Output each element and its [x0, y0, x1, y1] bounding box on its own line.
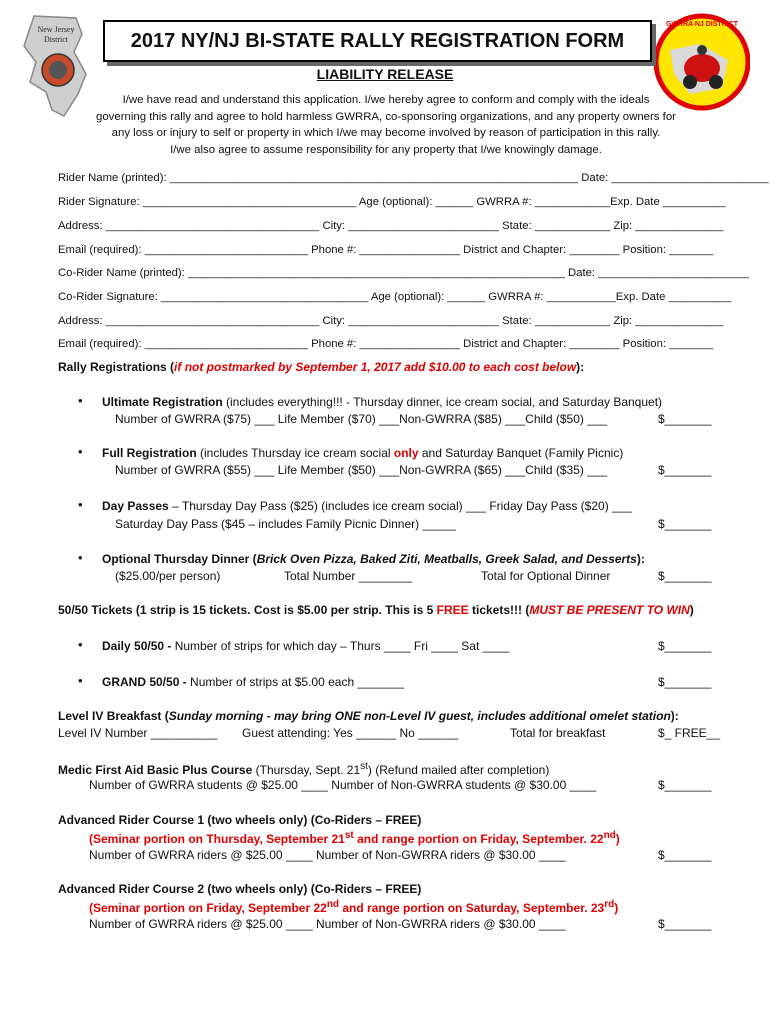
full-only: only	[393, 446, 419, 460]
medic-sup: st	[360, 761, 368, 772]
level-iv-number[interactable]: Level IV Number __________	[58, 726, 218, 740]
bullet-icon: •	[78, 550, 83, 565]
arc2-schedule	[89, 899, 618, 915]
fifty-heading-close: )	[689, 603, 694, 617]
rally-heading	[58, 360, 584, 374]
medic-date: (Thursday, Sept. 21	[252, 763, 361, 777]
left-logo-line2: District	[44, 35, 68, 44]
daily-fifty[interactable]	[102, 639, 509, 653]
bullet-icon: •	[78, 673, 83, 688]
bullet-icon: •	[78, 444, 83, 459]
arc1-sup2: nd	[603, 830, 616, 841]
day-passes	[102, 499, 632, 513]
ultimate-label: Ultimate Registration	[102, 395, 223, 409]
corider-address-row[interactable]: Address: __________________________________ City: ________________________ State: ____________ Zip: ______________	[58, 315, 724, 327]
fifty-heading-text: 50/50 Tickets (1 strip is 15 tickets. Cost is $5.00 per strip. This is 5	[58, 603, 437, 617]
breakfast-total-label: Total for breakfast	[510, 726, 606, 740]
full-registration	[102, 446, 623, 460]
liability-line: I/we have read and understand this application. I/we hereby agree to conform and comply with the ideals	[122, 94, 650, 106]
corider-name-row[interactable]: Co-Rider Name (printed): ____________________________________________________________ Date: ________________________	[58, 267, 749, 279]
arc1-sched-a: (Seminar portion on Thursday, September 21	[89, 832, 345, 846]
corider-signature-row[interactable]: Co-Rider Signature: _________________________________ Age (optional): ______ GWRRA #: ___________Exp. Date __________	[58, 291, 732, 303]
rider-name-row[interactable]: Rider Name (printed): _________________________________________________________________ Date: _________________________	[58, 172, 769, 184]
dinner-close: ):	[636, 552, 645, 566]
breakfast-close: ):	[670, 709, 679, 723]
breakfast-amount: $_ FREE__	[658, 726, 721, 740]
liability-heading: LIABILITY RELEASE	[316, 66, 454, 82]
daily-amount[interactable]: $_______	[658, 639, 712, 653]
dinner-menu: Brick Oven Pizza, Baked Ziti, Meatballs, Greek Salad, and Desserts	[256, 552, 637, 566]
arc2-sup1: nd	[326, 899, 340, 910]
arc2-counts[interactable]: Number of GWRRA riders @ $25.00 ____ Number of Non-GWRRA riders @ $30.00 ____	[89, 917, 566, 931]
ultimate-amount[interactable]: $_______	[658, 412, 712, 426]
arc2-sched-a: (Seminar portion on Friday, September 22	[89, 901, 327, 915]
breakfast-desc: Sunday morning - may bring ONE non-Level IV guest, includes additional omelet station	[168, 709, 671, 723]
form-title: 2017 NY/NJ BI-STATE RALLY REGISTRATION FORM	[103, 20, 652, 62]
day-pass-amount[interactable]: $_______	[658, 517, 712, 531]
rider-signature-row[interactable]: Rider Signature: __________________________________ Age (optional): ______ GWRRA #: ____________Exp. Date __________	[58, 196, 726, 208]
arc1-sup1: st	[344, 830, 354, 841]
optional-dinner	[102, 552, 645, 566]
dinner-amount[interactable]: $_______	[658, 569, 712, 583]
arc1-schedule	[89, 830, 620, 846]
liability-line: any loss or injury to self or property in which I/we may become involved by reason of participation in this rally.	[111, 127, 661, 139]
fifty-fifty-heading	[58, 603, 694, 617]
daily-label: Daily 50/50 -	[102, 639, 172, 653]
breakfast-heading	[58, 709, 679, 723]
medic-counts[interactable]: Number of GWRRA students @ $25.00 ____ Number of Non-GWRRA students @ $30.00 ____	[89, 778, 597, 792]
arc2-amount[interactable]: $_______	[658, 917, 712, 931]
bullet-icon: •	[78, 637, 83, 652]
medic-note: ) (Refund mailed after completion)	[367, 763, 550, 777]
saturday-pass[interactable]: Saturday Day Pass ($45 – includes Family Picnic Dinner) _____	[115, 517, 456, 531]
grand-fifty[interactable]	[102, 675, 404, 689]
dinner-total-number[interactable]: Total Number ________	[284, 569, 413, 583]
full-desc-a: (includes Thursday ice cream social	[196, 446, 394, 460]
arc2-sched-b: and range portion on Saturday, September. 23	[339, 901, 605, 915]
arc1-sched-c: )	[615, 832, 620, 846]
free-word: FREE	[436, 603, 469, 617]
day-passes-desc[interactable]: – Thursday Day Pass ($25) (includes ice cream social) ___ Friday Day Pass ($20) ___	[168, 499, 633, 513]
fifty-heading-mid: tickets!!! (	[468, 603, 530, 617]
ultimate-registration	[102, 395, 662, 409]
bullet-icon: •	[78, 393, 83, 408]
late-fee-note: if not postmarked by September 1, 2017 add $10.00 to each cost below	[174, 360, 577, 374]
right-logo-text: GWRRA NJ DISTRICT	[665, 21, 739, 28]
rider-address-row[interactable]: Address: __________________________________ City: ________________________ State: ____________ Zip: ______________	[58, 220, 724, 232]
rider-email-row[interactable]: Email (required): __________________________ Phone #: ________________ District and Chapter: ________ Position: _______	[58, 244, 714, 256]
full-counts[interactable]: Number of GWRRA ($55) ___ Life Member ($50) ___Non-GWRRA ($65) ___Child ($35) ___	[115, 463, 608, 477]
medic-label: Medic First Aid Basic Plus Course	[58, 763, 253, 777]
rally-heading-text: Rally Registrations (	[58, 360, 175, 374]
left-logo-line1: New Jersey	[37, 25, 75, 34]
liability-line: governing this rally and agree to hold harmless GWRRA, co-sponsoring organizations, and any property owners for	[96, 110, 676, 123]
ultimate-desc: (includes everything!!! - Thursday dinner, ice cream social, and Saturday Banquet)	[222, 395, 663, 409]
bullet-icon: •	[78, 497, 83, 512]
arc1-counts[interactable]: Number of GWRRA riders @ $25.00 ____ Number of Non-GWRRA riders @ $30.00 ____	[89, 848, 566, 862]
rally-heading-close: ):	[576, 360, 585, 374]
arc2-heading: Advanced Rider Course 2 (two wheels only) (Co-Riders – FREE)	[58, 882, 422, 896]
dinner-label: Optional Thursday Dinner (	[102, 552, 257, 566]
arc2-sched-c: )	[614, 901, 619, 915]
corider-email-row[interactable]: Email (required): __________________________ Phone #: ________________ District and Chapter: ________ Position: _______	[58, 338, 714, 350]
liability-line: I/we also agree to assume responsibility for any property that I/we knowingly damage.	[170, 143, 602, 156]
day-passes-label: Day Passes	[102, 499, 169, 513]
must-be-present: MUST BE PRESENT TO WIN	[529, 603, 690, 617]
dinner-total-label: Total for Optional Dinner	[481, 569, 611, 583]
full-amount[interactable]: $_______	[658, 463, 712, 477]
arc1-amount[interactable]: $_______	[658, 848, 712, 862]
arc1-sched-b: and range portion on Friday, September. 22	[353, 832, 604, 846]
grand-label: GRAND 50/50 -	[102, 675, 187, 689]
grand-amount[interactable]: $_______	[658, 675, 712, 689]
dinner-price: ($25.00/per person)	[115, 569, 221, 583]
ultimate-counts[interactable]: Number of GWRRA ($75) ___ Life Member ($70) ___Non-GWRRA ($85) ___Child ($50) ___	[115, 412, 608, 426]
full-desc-b: and Saturday Banquet (Family Picnic)	[418, 446, 624, 460]
arc1-heading: Advanced Rider Course 1 (two wheels only) (Co-Riders – FREE)	[58, 813, 422, 827]
daily-desc[interactable]: Number of strips for which day – Thurs ____ Fri ____ Sat ____	[171, 639, 510, 653]
guest-attending[interactable]: Guest attending: Yes ______ No ______	[242, 726, 459, 740]
arc2-sup2: rd	[604, 899, 615, 910]
medic-heading	[58, 761, 549, 777]
medic-amount[interactable]: $_______	[658, 778, 712, 792]
full-label: Full Registration	[102, 446, 197, 460]
grand-desc[interactable]: Number of strips at $5.00 each _______	[186, 675, 405, 689]
liability-paragraph	[66, 92, 706, 158]
breakfast-label: Level IV Breakfast (	[58, 709, 169, 723]
